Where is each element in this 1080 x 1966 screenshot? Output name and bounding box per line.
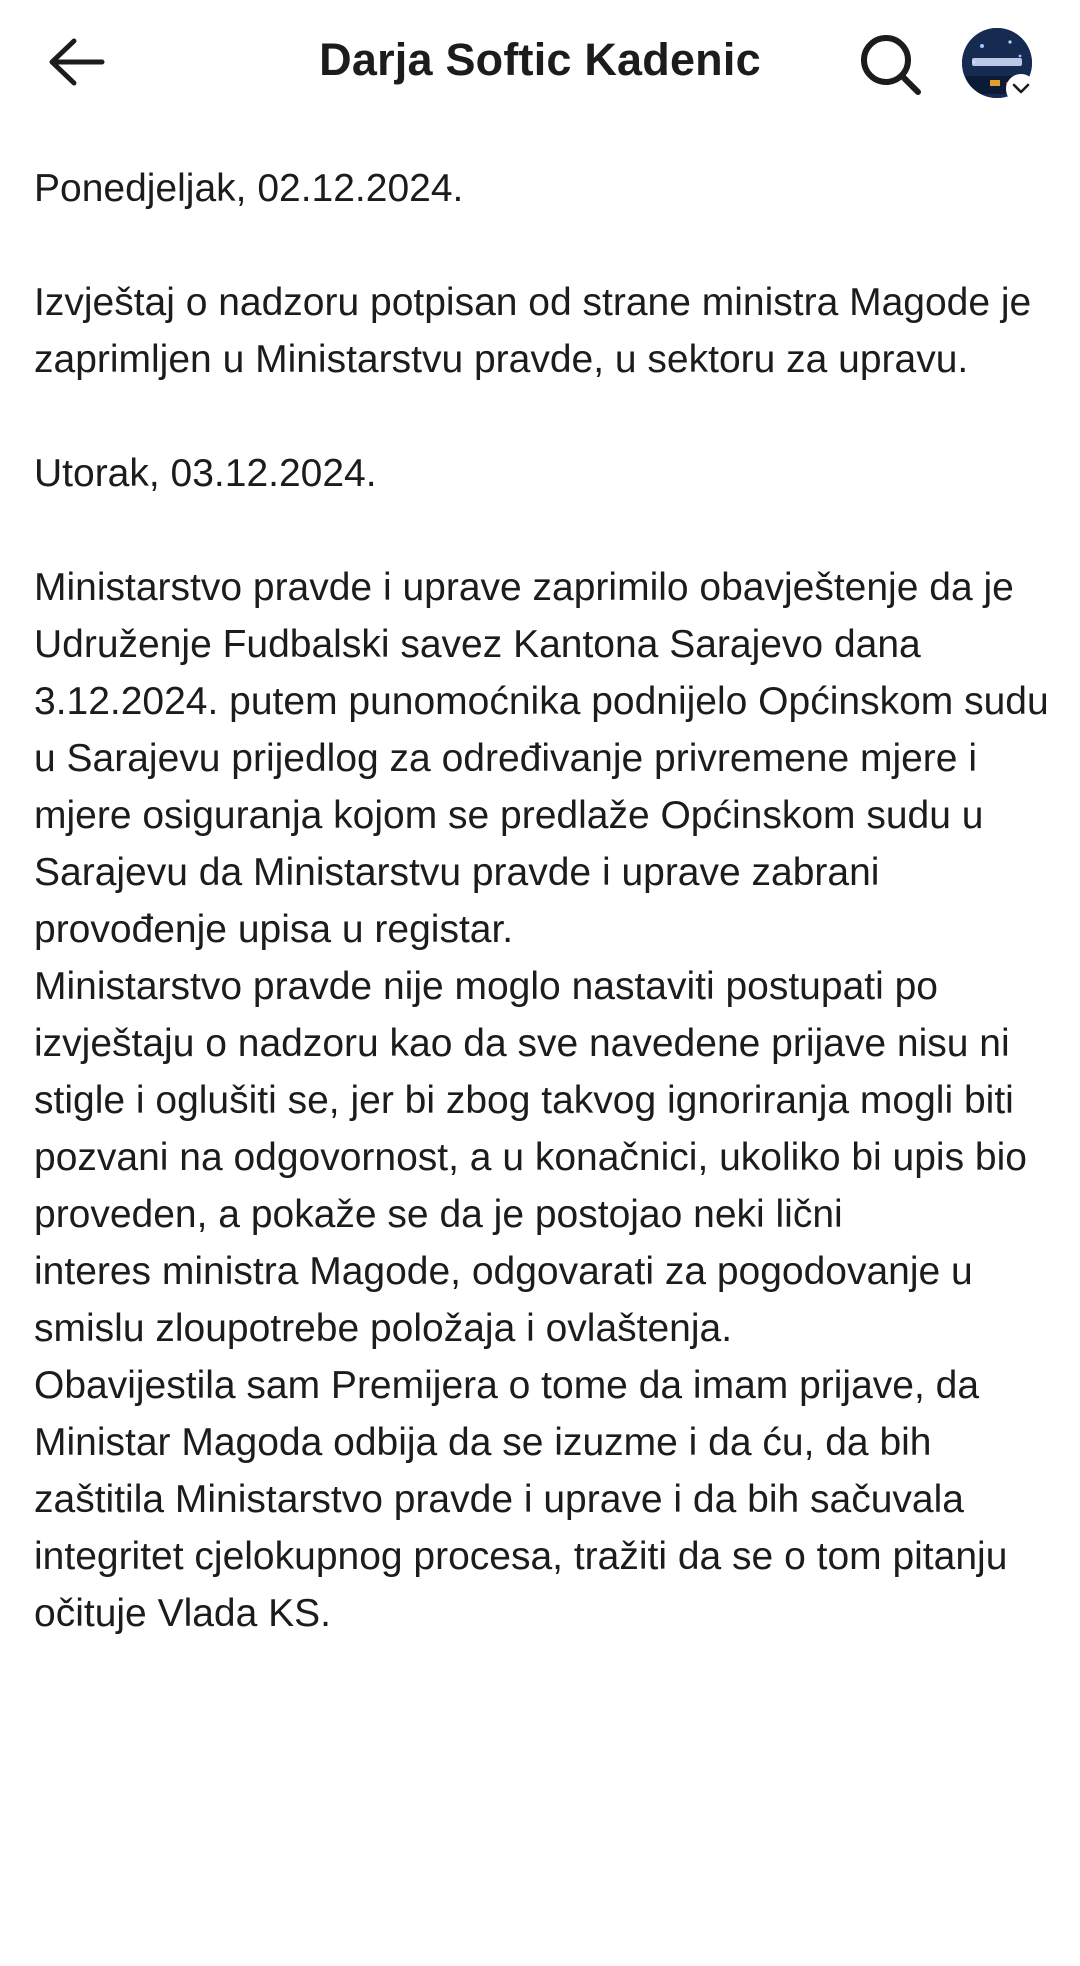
chevron-down-icon: [1011, 82, 1031, 96]
top-app-bar: [0, 0, 1080, 126]
page-title: Darja Softic Kadenic: [319, 34, 761, 85]
avatar-badge: [1006, 74, 1036, 104]
post-text: Ponedjeljak, 02.12.2024. Izvještaj o nadzoru potpisan od strane ministra Magode je zaprimljen u Ministarstvu pravde, u sektoru za upravu. Utorak, 03.12.2024. Ministarstvo pravde i uprave zaprimilo obavještenje da je Udruženje Fudbalski savez Kantona Sarajevo dana 3.12.2024. putem punomoćnika podnijelo Općinskom sudu u Sarajevu prijedlog za određivanje privremene mjere i mjere osiguranja kojom se predlaže Općinskom sudu u Sarajevu da Ministarstvu pravde i uprave zabrani provođenje upisa u registar. Ministarstvo pravde nije moglo nastaviti postupati po izvještaju o nadzoru kao da sve navedene prijave nisu ni stigle i oglušiti se, jer bi zbog takvog ignoriranja mogli biti pozvani na odgovornost, a u konačnici, ukoliko bi upis bio proveden, a pokaže se da je postojao neki lični interes ministra Magode, odgovarati za pogodovanje u smislu zloupotrebe položaja i ovlaštenja. Obavijestila sam Premijera o tome da imam prijave, da Ministar Magoda odbija da se izuzme i da ću, da bih zaštitila Ministarstvo pravde i uprave i da bih sačuvala integritet cjelokupnog procesa, tražiti da se o tom pitanju očituje Vlada KS.: [34, 167, 1049, 1635]
search-icon: [858, 32, 922, 96]
profile-avatar-button[interactable]: [962, 28, 1034, 100]
search-button[interactable]: [852, 26, 928, 102]
